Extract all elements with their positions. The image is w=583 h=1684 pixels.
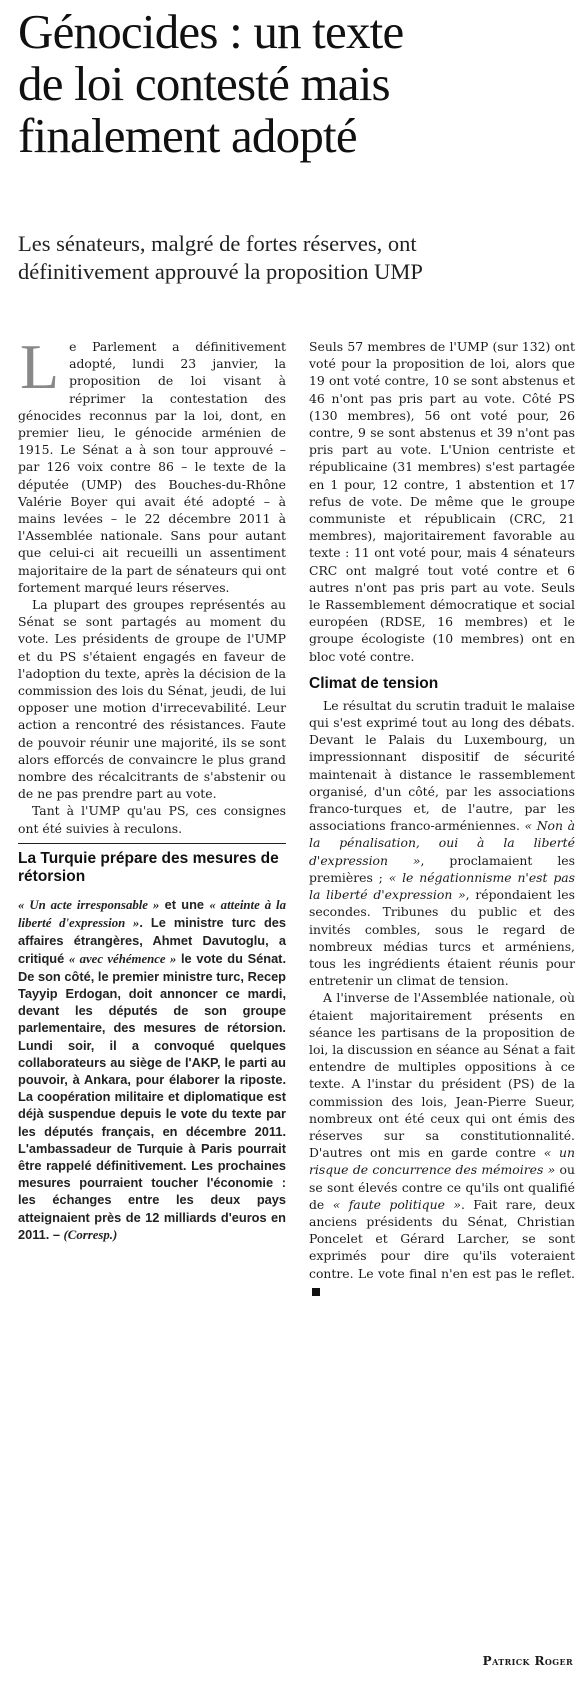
paragraph-6 (309, 989, 575, 1299)
paragraph-5 (309, 697, 575, 989)
quote-faute: « faute politique » (332, 1196, 461, 1212)
headline (18, 6, 573, 162)
sidebar-quote-2: « atteinte à la liberté d'expression » (18, 897, 287, 931)
sidebar-body (18, 896, 286, 1244)
sidebar-rule (18, 843, 286, 844)
paragraph-1 (18, 331, 286, 596)
paragraph-5-text-2: , proclamaient les premières ; (309, 852, 575, 885)
drop-cap: L (20, 331, 60, 402)
paragraph-5-text-3: , répondaient les secondes. Tribunes du public et des invités combles, sous le regard de nombreux médias turcs et arméniens, tous les ingrédients étaient réunis pour entretenir un climat de tension. (309, 887, 576, 989)
standfirst (18, 230, 573, 286)
paragraph-2: La plupart des groupes représentés au Sénat se sont partagés au moment du vote. Les présidents de groupe de l'UMP et du PS s'étaient engagés en faveur de l'adoption du texte, après la décision de la commission des lois du Sénat, jeudi, de lui opposer une motion d'irrecevabilité. Leur action a rencontré des résistances. Faute de pouvoir réunir une majorité, ils se sont alors efforcés de convaincre le plus grand nombre des récalcitrants de s'abstenir ou de ne pas prendre part au vote. (18, 597, 286, 802)
section-subhead: Climat de tension (309, 674, 439, 692)
quote-protest-1: « Non à la pénalisation, oui à la liberté d'expression » (309, 818, 575, 868)
quote-protest-2: « le négationnisme n'est pas la liberté d'expression » (309, 869, 576, 903)
sidebar-text-3: le vote du Sénat. De son côté, le premier ministre turc, Recep Tayyip Erdogan, doit annoncer ce mardi, devant les députés de son groupe parlementaire, des mesures de rétorsion. Lundi soir, il a convoqué quelques collaborateurs au siège de l'AKP, le parti au pouvoir, à Ankara, pour élaborer la riposte. La coopération militaire et diplomatique est déjà suspendue depuis le vote du texte par les députés français, en décembre 2011. L'ambassadeur de Turquie à Paris pourrait être rappelé définitivement. Les prochaines mesures pourraient toucher l'économie : les échanges entre les deux pays atteignaient près de 12 milliards d'euros en 2011. – (18, 950, 287, 1242)
right-column (309, 338, 575, 1299)
paragraph-4: Seuls 57 membres de l'UMP (sur 132) ont voté pour la proposition de loi, alors que 19 ont voté contre, 10 se sont abstenus et 46 n'ont pas pris part au vote. Côté PS (130 membres), 56 ont voté pour, 26 contre, 9 se sont abstenus et 39 n'ont pas pris part au vote. L'Union centriste et républicaine (31 membres) s'est partagée en 1 pour, 12 contre, 1 abstention et 17 refus de vote. De même que le groupe communiste et républicain (CRC, 21 membres), majoritairement favorable au texte : 11 ont voté pour, mais 4 sénateurs CRC ont malgré tout voté contre et 6 autres n'ont pas pris part au vote. Seuls le Rassemblement démocratique et social européen (RDSE, 16 membres) et le groupe écologiste (10 membres) ont en bloc voté contre. (309, 339, 575, 664)
sidebar-text-1: et une (159, 896, 210, 912)
sidebar-text-2: . Le ministre turc des affaires étrangères, Ahmet Davutoglu, a critiqué (18, 915, 286, 966)
sidebar-signoff: (Corresp.) (63, 1227, 118, 1242)
headline-line-1: Génocides : un texte (18, 4, 404, 59)
headline-line-2: de loi contesté mais (18, 56, 390, 111)
quote-concurrence: « un risque de concurrence des mémoires » (309, 1145, 576, 1178)
left-column (18, 331, 287, 1244)
paragraph-3: Tant à l'UMP qu'au PS, ces consignes ont été suivies à reculons. (18, 803, 286, 836)
paragraph-6-text: A l'inverse de l'Assemblée nationale, où étaient majoritairement présents en séance les partisans de la proposition de loi, la discussion en séance au Sénat a fait entendre de multiples oppositions à ce texte. A l'instar du président (PS) de la commission des lois, Jean-Pierre Sueur, nombreux ont été ceux qui ont émis des réserves sur sa constitutionnalité. D'autres ont mis en garde contre (309, 990, 575, 1161)
sidebar-quote-1: « Un acte irresponsable » (18, 897, 160, 912)
byline: Patrick Roger (482, 1654, 573, 1668)
headline-line-3: finalement adopté (18, 108, 357, 163)
paragraph-5-text: Le résultat du scrutin traduit le malaise qui s'est exprimé tout au long des débats. Devant le Palais du Luxembourg, un impressionnant dispositif de sécurité maintenait à distance le rassemblement organisé, d'un côté, par les associations franco-turques et, de l'autre, par les associations franco-arméniennes. (309, 697, 575, 834)
end-mark-icon (312, 1288, 320, 1296)
standfirst-line-1: Les sénateurs, malgré de fortes réserves, ont (18, 231, 417, 256)
sidebar-quote-3: « avec véhémence » (68, 951, 177, 966)
standfirst-line-2: définitivement approuvé la proposition UMP (18, 259, 423, 284)
paragraph-1-text: e Parlement a définitivement adopté, lundi 23 janvier, la proposition de loi visant à réprimer la contestation des génocides reconnus par la loi, dont, en premier lieu, le génocide arménien de 1915. Le Sénat a à son tour approuvé – par 126 voix contre 86 – le texte de la députée (UMP) des Bouches-du-Rhône Valérie Boyer qui avait été adopté – à mains levées – le 22 décembre 2011 à l'Assemblée nationale. Sans pour autant que celui-ci ait recueilli un assentiment majoritaire de la part de sénateurs qui ont fortement marqué leurs réserves. (18, 339, 286, 595)
paragraph-6-text-2: ou se sont élevés contre ce qu'ils ont qualifié de (309, 1162, 575, 1212)
paragraph-6-text-3: . Fait rare, deux anciens présidents du Sénat, Christian Poncelet et Gérard Larcher, se sont exprimés pour dire qu'ils voteraient contre. Le vote final n'en est pas le reflet. (309, 1196, 576, 1281)
sidebar-title: La Turquie prépare des mesures de rétorsion (18, 849, 279, 885)
